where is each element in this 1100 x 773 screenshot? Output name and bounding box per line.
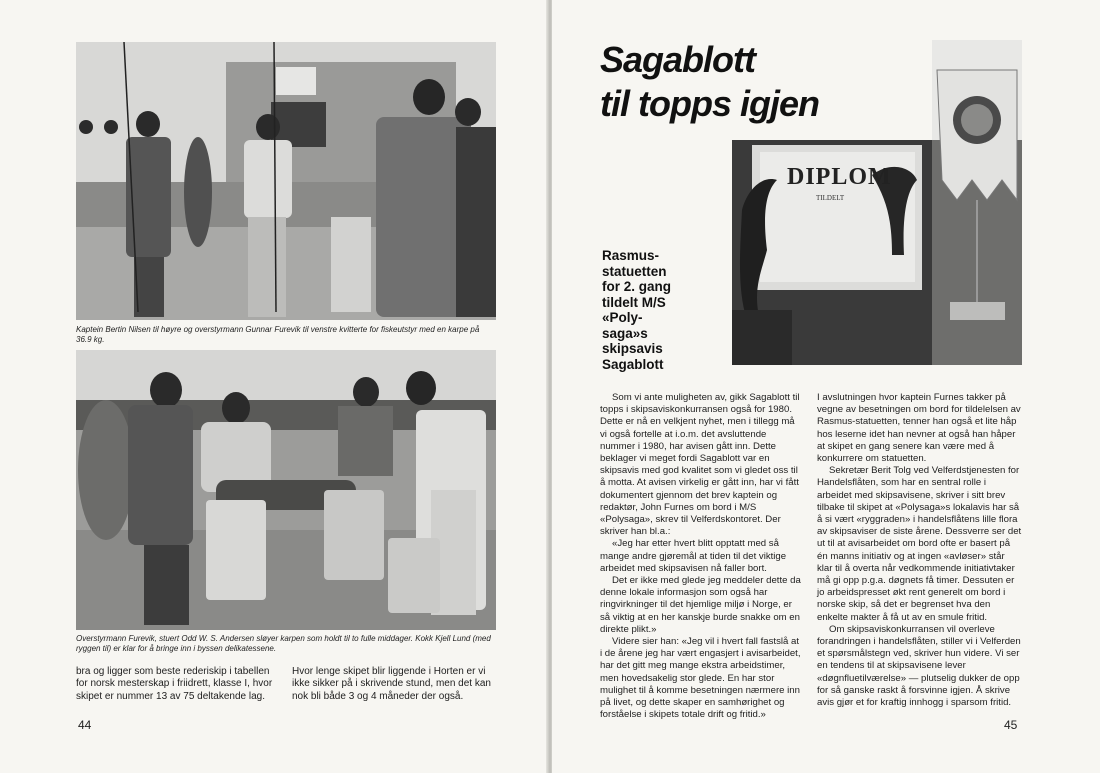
photo-diploma-and-statuette xyxy=(732,40,1022,365)
right-column-2 xyxy=(817,392,1022,709)
article-subheading: Rasmus-statuetten for 2. gang tildelt M/S «Poly-saga»s skipsavis Sagablott xyxy=(602,248,672,372)
page-number-right: 45 xyxy=(1004,718,1018,732)
right-col2-para-1: I avslutningen hvor kaptein Furnes takker på vegne av besetningen om bord for tildelelsen av Rasmus-statuetten, tenner han også et lite håp hos leserne idet han nevner at også han håper at skipet en gang senere kan være med å konkurrere om statuetten. xyxy=(817,392,1021,465)
right-col2-para-3: Om skipsaviskonkurransen vil overleve forandringen i handelsflåten, stiller vi i Velferden et spørsmålstegn ved, skriver hun videre. Vi ser en tendens til at skipsavisene lever «døgnfluetilværelse» — plutselig dukker de opp for så ganske raskt å forsvinne igjen. Å skrive avis gjør et for kraftig innhogg i sparsom fritid. xyxy=(817,623,1021,709)
left-column-2: Hvor lenge skipet blir liggende i Horten er vi ikke sikker på i skrivende stund, men det kan nok bli både 3 og 4 måneder der også. xyxy=(292,666,491,702)
right-column-1 xyxy=(600,392,803,721)
headline-line-2: til topps igjen xyxy=(600,83,819,124)
diploma-title: DIPLOM xyxy=(787,164,892,190)
photo-gutting-fish xyxy=(76,350,496,630)
right-col1-para-3: Det er ikke med glede jeg meddeler dette da denne lokale informasjon som også har ringvirkninger til det hjemlige miljø i Norge, er så viktig at en her kanskje burde snakke om en direkte plikt.» xyxy=(600,575,801,635)
photo-1-caption: Kaptein Bertin Nilsen til høyre og overstyrmann Gunnar Furevik til venstre kvitterte for fiskeutstyr med en karpe på 36.9 kg. xyxy=(76,325,480,344)
right-col1-para-1: Som vi ante muligheten av, gikk Sagablott til topps i skipsaviskonkurransen også for 1980. Dette er nå en velkjent nyhet, men i tillegg må vi også fortelle at i.o.m. det avsluttende nummer i 1980, har avisen gått inn. Dette beklager vi meget fordi Sagablott var en skipsavis med god kvalitet som vi gledet oss til å motta. At avisen virkelig er gått inn, har vi fått dokumentert gjennom det brev kaptein og redaktør, John Furnes om bord i M/S «Polysaga», skrev til Velferdskontoret. Der skriver han bl.a.: xyxy=(600,392,800,538)
photo-3-image xyxy=(732,40,1022,365)
photo-2-caption: Overstyrmann Furevik, stuert Odd W. S. Andersen sløyer karpen som holdt til to fulle middager. Kokk Kjell Lund (med ryggen til) er klar for å bringe inn i byssen delikatessene. xyxy=(76,634,491,653)
photo-fishing-crew-with-catch xyxy=(76,42,496,320)
right-col2-para-2: Sekretær Berit Tolg ved Velferdstjenesten for Handelsflåten, som har en sentral rolle i arbeidet med skipsavisene, skriver i sitt brev tilbake til skipet at «Polysaga»s lokalavis har så å si vært «ryggraden» i handelsflåtens lille flora av skipsaviser de siste årene. Dessverre ser det ut til at avisarbeidet om bord ofte er basert på én manns initiativ og at ingen «avløser» står klar til å overta når vedkommende initiativtaker må gi opp p.g.a. døgnets få timer. Dessuten er jo arbeidspresset økt rent generelt om bord i norske skip, så det er begrenset hva den enkelte makter å få ut av en smule fritid. xyxy=(817,465,1022,623)
headline-line-1: Sagablott xyxy=(600,39,756,80)
left-column-1: bra og ligger som beste rederiskip i tabellen for norsk mesterskap i friidrett, klasse I, hvor skipet er nummer 13 av 75 deltakende lag. xyxy=(76,666,273,702)
right-page xyxy=(552,0,1100,773)
photo-2-image xyxy=(76,350,496,630)
left-page xyxy=(0,0,548,773)
diploma-subtitle: TILDELT xyxy=(816,194,845,202)
right-col1-para-2: «Jeg har etter hvert blitt opptatt med så mange andre gjøremål at tiden til det viktige arbeidet med skipsavisen nå faller bort. xyxy=(600,538,787,574)
photo-1-image xyxy=(76,42,496,320)
page-number-left: 44 xyxy=(78,718,92,732)
right-col1-para-4: Videre sier han: «Jeg vil i hvert fall fastslå at i de årene jeg har vært engasjert i avisarbeidet, har det gitt meg mange ekstra arbeidstimer, men hovedsakelig stor glede. En har stor mulighet til å komme besetningen nærmere inn på livet, og dette skaper en samhørighet og forståelse i skipets totale drift og fritid.» xyxy=(600,636,801,721)
